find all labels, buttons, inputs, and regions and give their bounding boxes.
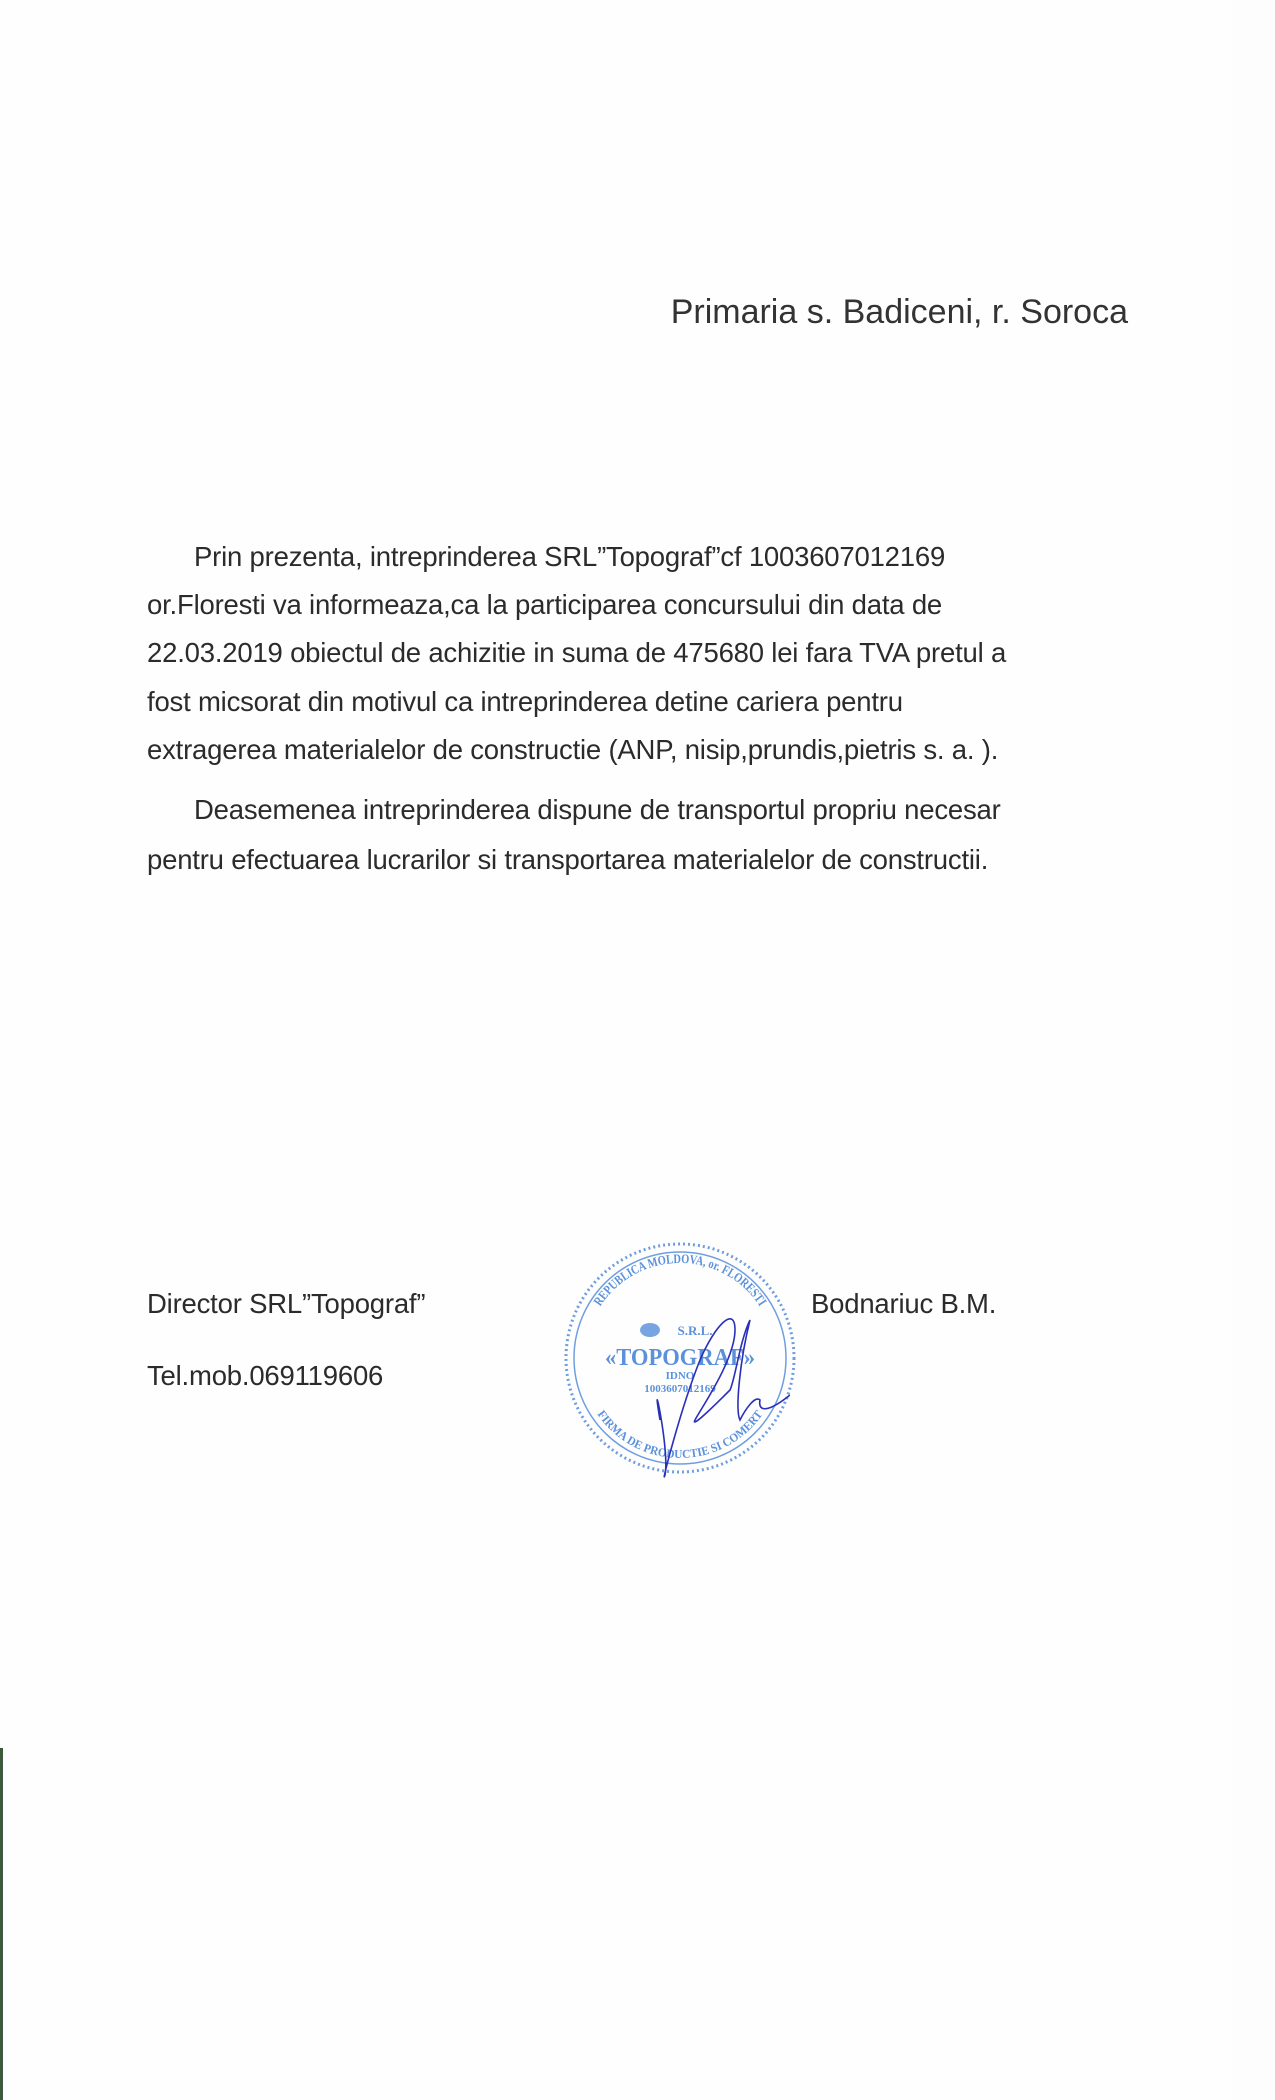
signatory-name: Bodnariuc B.M.	[811, 1288, 997, 1319]
director-title: Director SRL”Topograf”	[147, 1288, 426, 1319]
stamp-idno-label: IDNO	[665, 1370, 695, 1382]
body-line: pentru efectuarea lucrarilor si transportarea materialelor de constructii.	[147, 844, 989, 875]
recipient-heading: Primaria s. Badiceni, r. Soroca	[670, 293, 1128, 331]
scan-edge	[0, 1748, 3, 2100]
stamp-name: «TOPOGRAF»	[605, 1345, 755, 1371]
handwritten-signature	[640, 1300, 790, 1480]
body-line: Deasemenea intreprinderea dispune de transportul propriu necesar	[194, 794, 1001, 825]
body-line: 22.03.2019 obiectul de achizitie in suma de 475680 lei fara TVA pretul a	[147, 637, 1007, 668]
stamp-type: S.R.L.	[677, 1323, 713, 1338]
body-line: fost micsorat din motivul ca intreprinderea detine cariera pentru	[147, 686, 903, 717]
phone-number: Tel.mob.069119606	[147, 1360, 384, 1391]
body-line: or.Floresti va informeaza,ca la participarea concursului din data de	[147, 589, 943, 620]
stamp-lower-text: FIRMA DE PRODUCTIE SI COMERT	[594, 1407, 766, 1462]
body-line: extragerea materialelor de constructie (ANP, nisip,prundis,pietris s. a. ).	[147, 734, 999, 765]
stamp-outer-text: REPUBLICA MOLDOVA, or. FLORESTI	[590, 1250, 771, 1310]
body-line: Prin prezenta, intreprinderea SRL”Topograf”cf 1003607012169	[194, 541, 946, 572]
stamp-idno: 1003607012169	[644, 1383, 716, 1395]
